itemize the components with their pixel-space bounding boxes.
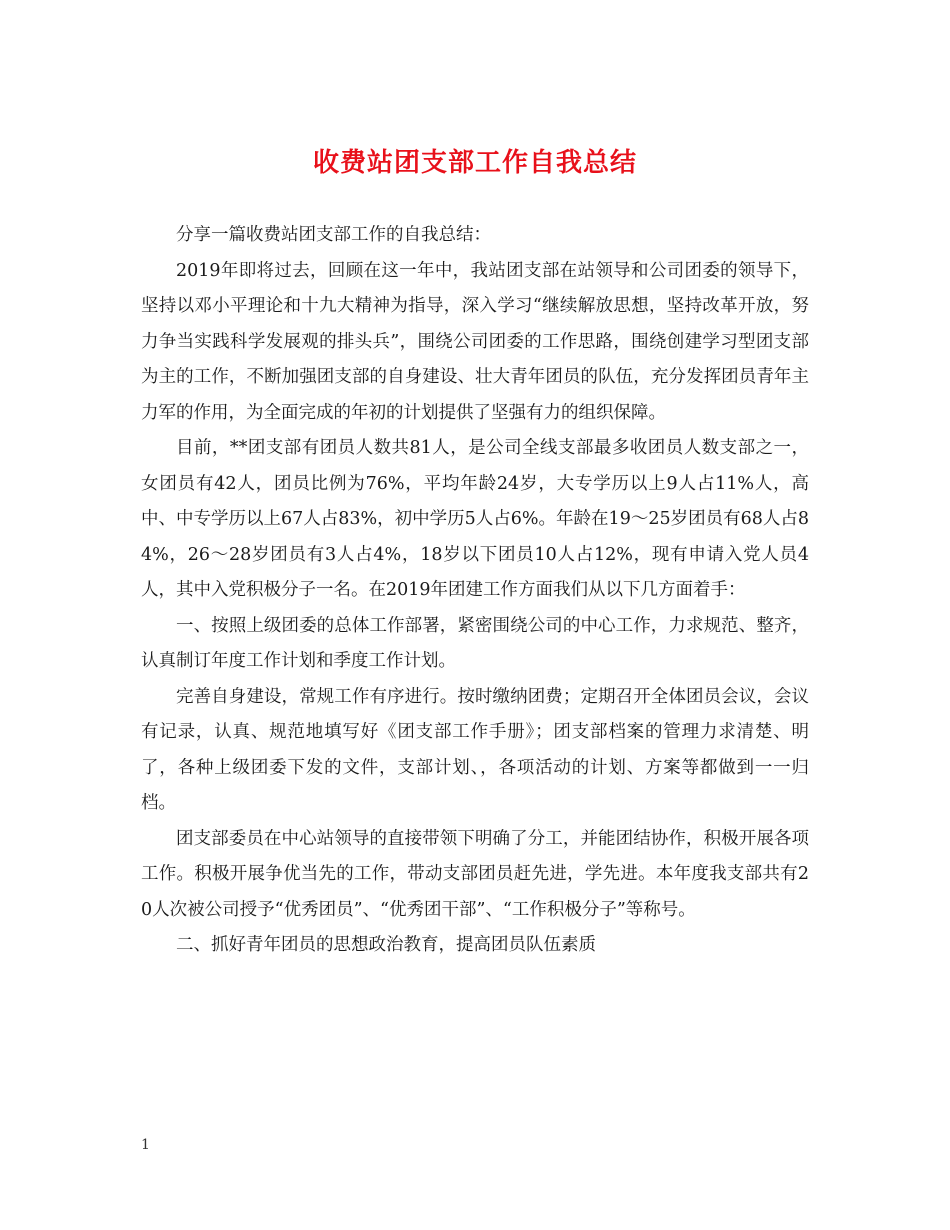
paragraph: 二、抓好青年团员的思想政治教育，提高团员队伍素质 bbox=[176, 935, 596, 955]
paragraph: 完善自身建设，常规工作有序进行。按时缴纳团费；定期召开全体团员会议，会议有记录，认真、规范地填写好《团支部工作手册》；团支部档案的管理力求清楚、明了，各种上级团委下发的文件，支部计划、，各项活动的计划、方案等都做到一一归档。 bbox=[141, 686, 809, 813]
document-body bbox=[141, 218, 809, 964]
paragraph: 团支部委员在中心站领导的直接带领下明确了分工，并能团结协作，积极开展各项工作。积极开展争优当先的工作，带动支部团员赶先进，学先进。本年度我支部共有20人次被公司授予“优秀团员”、“优秀团干部”、“工作积极分子”等称号。 bbox=[141, 828, 809, 920]
page-number: 1 bbox=[141, 1137, 150, 1153]
paragraph: 分享一篇收费站团支部工作的自我总结： bbox=[176, 225, 491, 245]
paragraph: 2019年即将过去，回顾在这一年中，我站团支部在站领导和公司团委的领导下，坚持以邓小平理论和十九大精神为指导，深入学习“继续解放思想，坚持改革开放，努力争当实践科学发展观的排头兵”，围绕公司团委的工作思路，围绕创建学习型团支部为主的工作，不断加强团支部的自身建设、壮大青年团员的队伍，充分发挥团员青年主力军的作用，为全面完成的年初的计划提供了坚强有力的组织保障。 bbox=[141, 260, 809, 423]
document-title: 收费站团支部工作自我总结 bbox=[312, 148, 637, 178]
paragraph: 一、按照上级团委的总体工作部署，紧密围绕公司的中心工作，力求规范、整齐，认真制订年度工作计划和季度工作计划。 bbox=[141, 615, 809, 671]
paragraph: 目前，**团支部有团员人数共81人，是公司全线支部最多收团员人数支部之一，女团员有42人，团员比例为76%，平均年龄24岁，大专学历以上9人占11%人，高中、中专学历以上67人占83%，初中学历5人占6%。年龄在19～25岁团员有68人占84%，26～28岁团员有3人占4%，18岁以下团员10人占12%，现有申请入党人员4人，其中入党积极分子一名。在2019年团建工作方面我们从以下几方面着手： bbox=[141, 438, 809, 600]
